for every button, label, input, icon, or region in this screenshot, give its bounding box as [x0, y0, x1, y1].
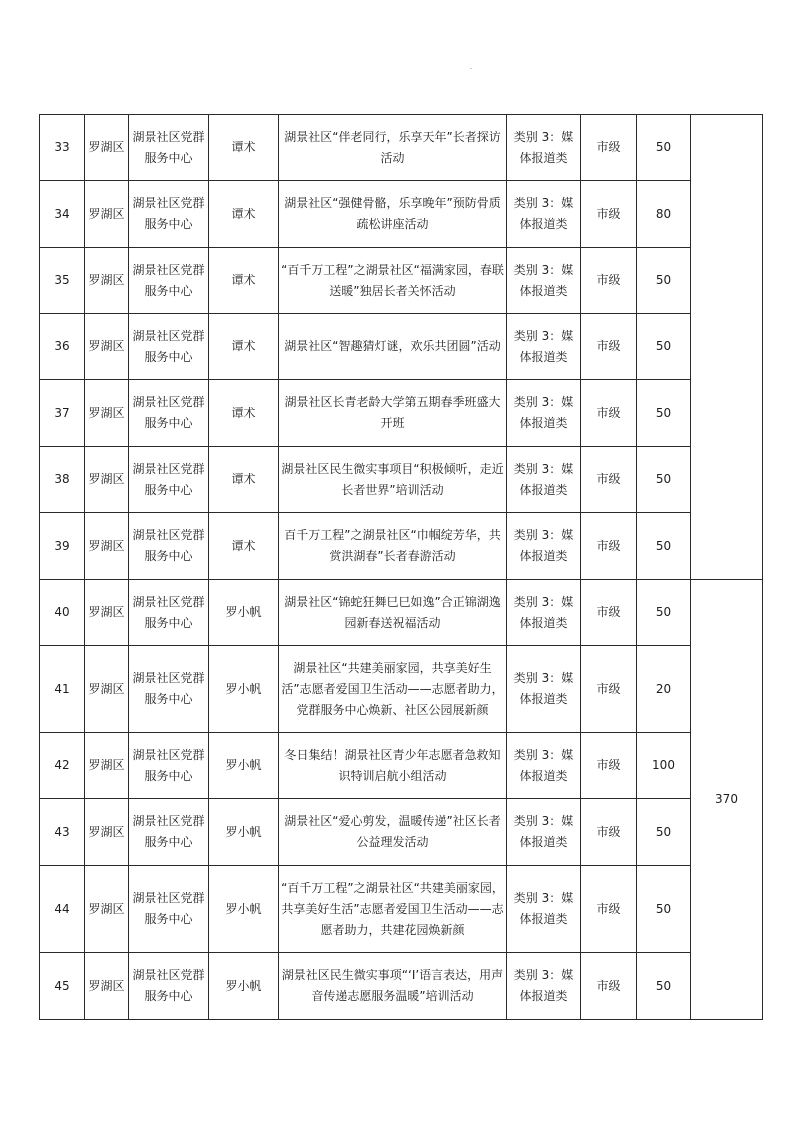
- media-report-table: [39, 114, 763, 1020]
- district-cell: 罗湖区: [85, 380, 129, 447]
- level-cell: 市级: [581, 380, 637, 447]
- level-cell: 市级: [581, 733, 637, 799]
- level-cell: 市级: [581, 447, 637, 513]
- unit-cell: 湖景社区党群服务中心: [129, 733, 209, 799]
- unit-cell: 湖景社区党群服务中心: [129, 380, 209, 447]
- row-number: 42: [40, 733, 85, 799]
- level-cell: 市级: [581, 646, 637, 733]
- table-row: [40, 646, 763, 733]
- score-cell: 20: [637, 646, 691, 733]
- table-row: [40, 380, 763, 447]
- person-cell: 谭术: [209, 248, 279, 314]
- row-number: 40: [40, 580, 85, 646]
- category-cell: 类别 3：媒体报道类: [507, 953, 581, 1020]
- person-cell: 谭术: [209, 447, 279, 513]
- row-number: 44: [40, 866, 85, 953]
- row-number: 43: [40, 799, 85, 866]
- district-cell: 罗湖区: [85, 181, 129, 248]
- row-number: 45: [40, 953, 85, 1020]
- person-cell: 谭术: [209, 380, 279, 447]
- table-row: [40, 799, 763, 866]
- activity-cell: 湖景社区民生微实事项目“积极倾听，走近长者世界”培训活动: [279, 447, 507, 513]
- score-cell: 50: [637, 513, 691, 580]
- table-row: [40, 733, 763, 799]
- unit-cell: 湖景社区党群服务中心: [129, 953, 209, 1020]
- row-number: 33: [40, 115, 85, 181]
- district-cell: 罗湖区: [85, 733, 129, 799]
- category-cell: 类别 3：媒体报道类: [507, 866, 581, 953]
- unit-cell: 湖景社区党群服务中心: [129, 447, 209, 513]
- category-cell: 类别 3：媒体报道类: [507, 181, 581, 248]
- person-cell: 罗小帆: [209, 580, 279, 646]
- person-cell: 谭术: [209, 115, 279, 181]
- category-cell: 类别 3：媒体报道类: [507, 314, 581, 380]
- category-cell: 类别 3：媒体报道类: [507, 646, 581, 733]
- unit-cell: 湖景社区党群服务中心: [129, 181, 209, 248]
- unit-cell: 湖景社区党群服务中心: [129, 115, 209, 181]
- person-cell: 罗小帆: [209, 799, 279, 866]
- level-cell: 市级: [581, 953, 637, 1020]
- category-cell: 类别 3：媒体报道类: [507, 115, 581, 181]
- district-cell: 罗湖区: [85, 953, 129, 1020]
- district-cell: 罗湖区: [85, 866, 129, 953]
- unit-cell: 湖景社区党群服务中心: [129, 248, 209, 314]
- row-number: 38: [40, 447, 85, 513]
- category-cell: 类别 3：媒体报道类: [507, 380, 581, 447]
- category-cell: 类别 3：媒体报道类: [507, 248, 581, 314]
- level-cell: 市级: [581, 799, 637, 866]
- table-row: [40, 513, 763, 580]
- person-cell: 罗小帆: [209, 953, 279, 1020]
- table-row: [40, 181, 763, 248]
- row-number: 37: [40, 380, 85, 447]
- score-cell: 80: [637, 181, 691, 248]
- level-cell: 市级: [581, 513, 637, 580]
- district-cell: 罗湖区: [85, 115, 129, 181]
- score-cell: 100: [637, 733, 691, 799]
- person-cell: 谭术: [209, 513, 279, 580]
- activity-cell: 湖景社区民生微实事项“‘I’语言表达，用声音传递志愿服务温暖”培训活动: [279, 953, 507, 1020]
- score-cell: 50: [637, 953, 691, 1020]
- score-cell: 50: [637, 799, 691, 866]
- district-cell: 罗湖区: [85, 513, 129, 580]
- table-row: [40, 580, 763, 646]
- table-row: [40, 248, 763, 314]
- group-total-cell: 370: [691, 580, 763, 1020]
- row-number: 35: [40, 248, 85, 314]
- score-cell: 50: [637, 866, 691, 953]
- level-cell: 市级: [581, 181, 637, 248]
- category-cell: 类别 3：媒体报道类: [507, 513, 581, 580]
- person-cell: 罗小帆: [209, 866, 279, 953]
- unit-cell: 湖景社区党群服务中心: [129, 646, 209, 733]
- score-cell: 50: [637, 447, 691, 513]
- category-cell: 类别 3：媒体报道类: [507, 447, 581, 513]
- person-cell: 罗小帆: [209, 733, 279, 799]
- category-cell: 类别 3：媒体报道类: [507, 580, 581, 646]
- category-cell: 类别 3：媒体报道类: [507, 799, 581, 866]
- district-cell: 罗湖区: [85, 447, 129, 513]
- unit-cell: 湖景社区党群服务中心: [129, 314, 209, 380]
- level-cell: 市级: [581, 115, 637, 181]
- scan-speck: [470, 68, 472, 69]
- activity-cell: 湖景社区“锦蛇狂舞巳巳如逸”合正锦湖逸园新春送祝福活动: [279, 580, 507, 646]
- score-cell: 50: [637, 580, 691, 646]
- row-number: 41: [40, 646, 85, 733]
- activity-cell: 湖景社区“强健骨骼，乐享晚年”预防骨质疏松讲座活动: [279, 181, 507, 248]
- activity-cell: “百千万工程”之湖景社区“福满家园，春联送暖”独居长者关怀活动: [279, 248, 507, 314]
- level-cell: 市级: [581, 580, 637, 646]
- activity-cell: 百千万工程”之湖景社区“巾帼绽芳华，共赏洪湖春”长者春游活动: [279, 513, 507, 580]
- table-row: [40, 115, 763, 181]
- table-row: [40, 953, 763, 1020]
- row-number: 39: [40, 513, 85, 580]
- level-cell: 市级: [581, 314, 637, 380]
- unit-cell: 湖景社区党群服务中心: [129, 866, 209, 953]
- level-cell: 市级: [581, 248, 637, 314]
- group-total-cell-empty: [691, 115, 763, 580]
- district-cell: 罗湖区: [85, 314, 129, 380]
- activity-cell: 湖景社区“智趣猜灯谜，欢乐共团圆”活动: [279, 314, 507, 380]
- district-cell: 罗湖区: [85, 799, 129, 866]
- person-cell: 罗小帆: [209, 646, 279, 733]
- district-cell: 罗湖区: [85, 646, 129, 733]
- person-cell: 谭术: [209, 314, 279, 380]
- district-cell: 罗湖区: [85, 248, 129, 314]
- score-cell: 50: [637, 115, 691, 181]
- activity-cell: 冬日集结！湖景社区青少年志愿者急救知识特训启航小组活动: [279, 733, 507, 799]
- row-number: 36: [40, 314, 85, 380]
- table-row: [40, 447, 763, 513]
- table-row: [40, 314, 763, 380]
- unit-cell: 湖景社区党群服务中心: [129, 799, 209, 866]
- unit-cell: 湖景社区党群服务中心: [129, 513, 209, 580]
- person-cell: 谭术: [209, 181, 279, 248]
- level-cell: 市级: [581, 866, 637, 953]
- category-cell: 类别 3：媒体报道类: [507, 733, 581, 799]
- unit-cell: 湖景社区党群服务中心: [129, 580, 209, 646]
- activity-cell: 湖景社区“共建美丽家园，共享美好生活”志愿者爱国卫生活动——志愿者助力，党群服务中心焕新、社区公园展新颜: [279, 646, 507, 733]
- row-number: 34: [40, 181, 85, 248]
- activity-cell: 湖景社区“伴老同行，乐享天年”长者探访活动: [279, 115, 507, 181]
- score-cell: 50: [637, 314, 691, 380]
- activity-cell: 湖景社区长青老龄大学第五期春季班盛大开班: [279, 380, 507, 447]
- activity-cell: 湖景社区“爱心剪发，温暖传递”社区长者公益理发活动: [279, 799, 507, 866]
- activity-cell: “百千万工程”之湖景社区“共建美丽家园，共享美好生活”志愿者爱国卫生活动——志愿者助力，共建花园焕新颜: [279, 866, 507, 953]
- table-row: [40, 866, 763, 953]
- score-cell: 50: [637, 248, 691, 314]
- district-cell: 罗湖区: [85, 580, 129, 646]
- score-cell: 50: [637, 380, 691, 447]
